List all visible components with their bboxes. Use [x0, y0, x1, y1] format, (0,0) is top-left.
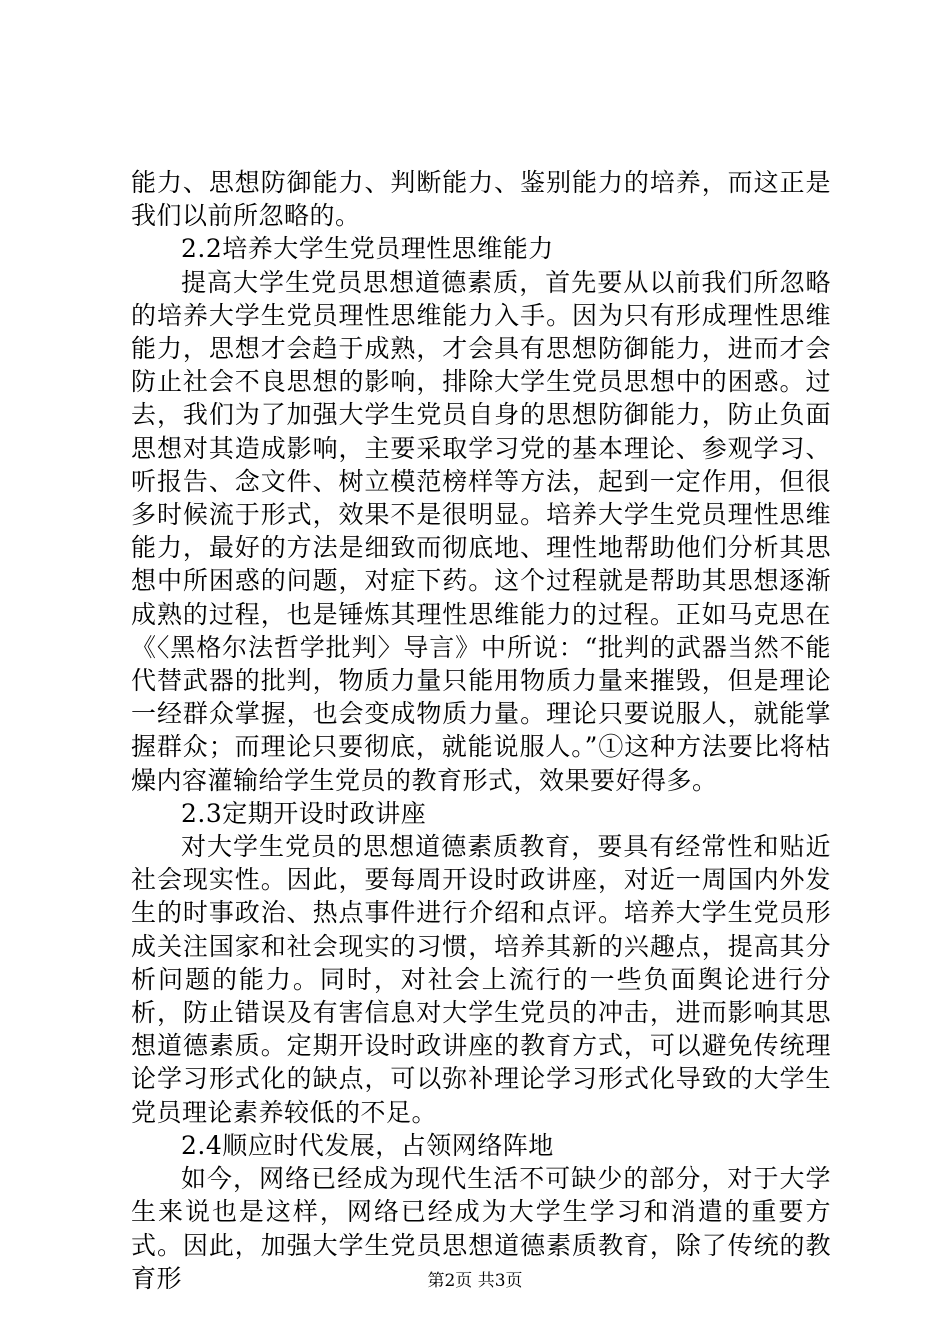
section-heading-2-2: 2.2培养大学生党员理性思维能力 [181, 234, 554, 264]
paragraph-current-affairs: 对大学生党员的思想道德素质教育，要具有经常性和贴近社会现实性。因此，要每周开设时政讲座，对近一周国内外发生的时事政治、热点事件进行介绍和点评。培养大学生党员形成关注国家和社会现实的习惯，培养其新的兴趣点，提高其分析问题的能力。同时，对社会上流行的一些负面舆论进行分析，防止错误及有害信息对大学生党员的冲击，进而影响其思想道德素质。定期开设时政讲座的教育方式，可以避免传统理论学习形式化的缺点，可以弥补理论学习形式化导致的大学生党员理论素养较低的不足。 [131, 832, 831, 1127]
paragraph-continuation: 能力、思想防御能力、判断能力、鉴别能力的培养，而这正是我们以前所忽略的。 [131, 168, 831, 231]
paragraph-network: 如今，网络已经成为现代生活不可缺少的部分，对于大学生来说也是这样，网络已经成为大学生学习和消遣的重要方式。因此，加强大学生党员思想道德素质教育，除了传统的教育形 [131, 1164, 831, 1293]
page-footer [0, 1270, 950, 1292]
document-body [131, 166, 831, 1295]
section-heading-2-4: 2.4顺应时代发展，占领网络阵地 [181, 1130, 554, 1160]
page-number: 第2页 共3页 [427, 1271, 523, 1291]
section-heading-2-3: 2.3定期开设时政讲座 [181, 798, 427, 828]
paragraph-rational-thinking: 提高大学生党员思想道德素质，首先要从以前我们所忽略的培养大学生党员理性思维能力入手。因为只有形成理性思维能力，思想才会趋于成熟，才会具有思想防御能力，进而才会防止社会不良思想的影响，排除大学生党员思想中的困惑。过去，我们为了加强大学生党员自身的思想防御能力，防止负面思想对其造成影响，主要采取学习党的基本理论、参观学习、听报告、念文件、树立模范榜样等方法，起到一定作用，但很多时候流于形式，效果不是很明显。培养大学生党员理性思维能力，最好的方法是细致而彻底地、理性地帮助他们分析其思想中所困惑的问题，对症下药。这个过程就是帮助其思想逐渐成熟的过程，也是锤炼其理性思维能力的过程。正如马克思在《〈黑格尔法哲学批判〉导言》中所说：“批判的武器当然不能代替武器的批判，物质力量只能用物质力量来摧毁，但是理论一经群众掌握，也会变成物质力量。理论只要说服人，就能掌握群众；而理论只要彻底，就能说服人。”①这种方法要比将枯燥内容灌输给学生党员的教育形式，效果要好得多。 [131, 267, 831, 795]
